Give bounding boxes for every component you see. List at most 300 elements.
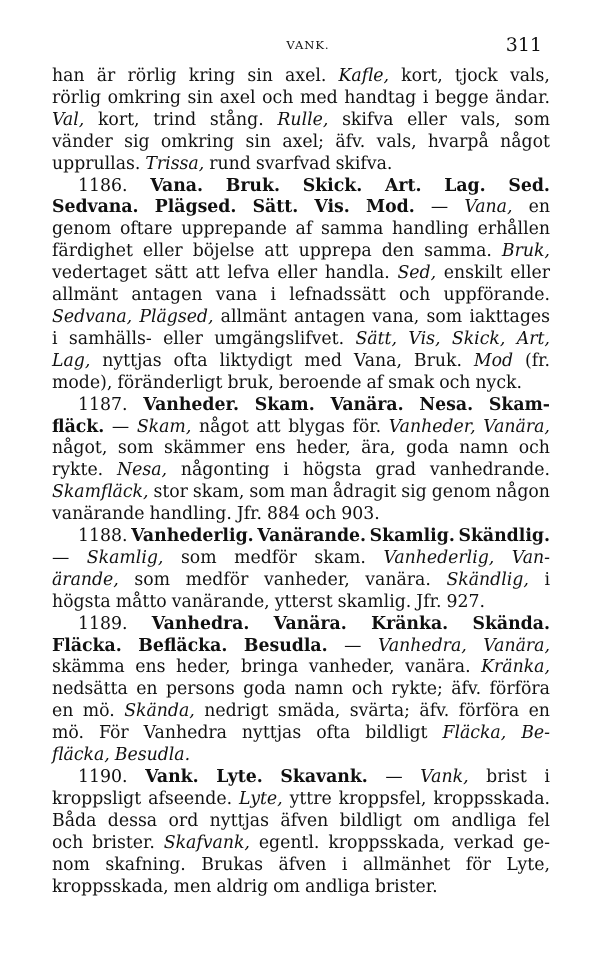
text-line: [52, 548, 550, 570]
word: uppförande.: [443, 285, 550, 306]
text-line: [52, 373, 550, 395]
entry-heading-line: [52, 395, 550, 417]
word: omkring: [107, 87, 181, 108]
word: stor: [153, 482, 188, 503]
word: vänder: [52, 131, 113, 152]
bold-word: Bruk.: [225, 175, 280, 196]
bold-word: Vanheder.: [143, 394, 240, 415]
italic-word: Lyte,: [239, 788, 283, 809]
word: verkad: [453, 832, 514, 853]
word: skifva.: [335, 153, 393, 174]
word: sin: [247, 66, 273, 86]
bold-word: Skända.: [472, 613, 550, 634]
word: goda: [243, 679, 286, 700]
word: ord: [168, 810, 199, 831]
bold-word: Lag.: [444, 175, 486, 196]
word: vanhedrande.: [429, 460, 550, 481]
bold-word: Plägsed.: [154, 197, 237, 218]
word: nyttjas: [209, 810, 269, 831]
italic-word: Skamlig,: [86, 547, 164, 568]
word: äfv.: [419, 701, 450, 722]
bold-word: Vanhedra.: [151, 613, 250, 634]
word: smak: [388, 372, 435, 393]
word: en: [136, 679, 158, 700]
word: kring: [188, 66, 236, 86]
word: 927.: [446, 591, 485, 612]
italic-word: Kafle,: [338, 66, 389, 86]
entry-heading-line: [52, 614, 550, 636]
word: högsta: [302, 460, 362, 481]
word: lefva: [227, 263, 270, 284]
word: i: [52, 328, 58, 349]
word: rykte.: [52, 460, 104, 481]
word: vana: [215, 285, 258, 306]
word: samma.: [424, 241, 492, 262]
bold-word: Fläcka.: [52, 635, 122, 656]
italic-word: Lag,: [52, 350, 91, 371]
word: andliga: [304, 876, 370, 897]
word: kroppsligt: [52, 788, 142, 809]
italic-word: Rulle,: [277, 109, 329, 130]
text-line: [52, 219, 550, 241]
word: allmänt: [52, 285, 119, 306]
word: mode),: [52, 372, 113, 393]
word: grad: [375, 460, 417, 481]
word: upprepa: [298, 241, 372, 262]
word: sig: [124, 131, 150, 152]
text-line: [52, 241, 550, 263]
word: sätt: [154, 263, 188, 284]
word: allmänhet: [362, 854, 451, 875]
word: vals,: [460, 109, 501, 130]
italic-word: Art,: [516, 328, 550, 349]
word: bruk,: [227, 372, 274, 393]
text-line: [52, 811, 550, 833]
bold-word: Lyte.: [216, 767, 263, 787]
word: —: [344, 635, 362, 656]
word: med: [299, 87, 338, 108]
word: nedsätta: [52, 679, 128, 700]
word: vedertaget: [52, 263, 148, 284]
word: en: [52, 701, 74, 722]
text-line: [52, 745, 550, 767]
bold-word: Besudla.: [243, 635, 328, 656]
word: men: [173, 876, 212, 897]
word: Brukas: [201, 854, 264, 875]
word: ens: [135, 657, 166, 678]
word: nyttjas: [241, 723, 302, 744]
word: mö.: [82, 701, 115, 722]
word: i: [544, 569, 550, 590]
word: att: [256, 416, 281, 437]
word: samma: [321, 219, 384, 240]
word: Bruk.: [413, 350, 462, 371]
word: är: [96, 66, 116, 86]
word: en: [528, 197, 550, 218]
bold-word: Mod.: [365, 197, 415, 218]
bold-word: Sätt.: [252, 197, 299, 218]
word: persons: [165, 679, 235, 700]
text-line: [52, 679, 550, 701]
text-line: [52, 504, 550, 526]
word: kroppsskada.: [433, 788, 550, 809]
word: liktydigt: [219, 350, 293, 371]
word: vals,: [509, 66, 550, 86]
word: eller: [510, 263, 550, 284]
word: skamlig.: [337, 591, 412, 612]
word: om: [273, 876, 300, 897]
bold-word: Vank.: [145, 767, 199, 787]
word: Jfr.: [236, 504, 263, 525]
word: som: [514, 109, 550, 130]
word: att: [264, 241, 289, 262]
word: i: [283, 460, 289, 481]
word: för.: [352, 416, 382, 437]
bold-word: Skavank.: [280, 767, 368, 787]
word: någon: [495, 482, 550, 503]
word: lefnadssätt: [289, 285, 386, 306]
word: egentl.: [258, 832, 320, 853]
word: någonting: [180, 460, 270, 481]
word: nedrigt: [204, 701, 269, 722]
word: för: [465, 854, 491, 875]
italic-word: Sed,: [397, 263, 437, 284]
italic-word: Besudla.: [114, 745, 191, 766]
word: man: [290, 482, 328, 503]
word: axel: [219, 87, 256, 108]
text-line: [52, 417, 550, 439]
word: umgängslifvet.: [214, 328, 345, 349]
word: Båda: [52, 810, 97, 831]
text-line: [52, 877, 550, 899]
word: afseende.: [148, 788, 233, 809]
word: svärta;: [349, 701, 410, 722]
word: handtag: [344, 87, 417, 108]
word: tjock: [454, 66, 498, 86]
word: eller: [163, 328, 203, 349]
italic-word: Vana,: [464, 197, 513, 218]
italic-word: Be-: [521, 723, 550, 744]
word: 1190.: [78, 767, 128, 787]
word: brist: [486, 767, 527, 787]
word: allmänt: [220, 306, 287, 327]
bold-word: Skamlig.: [369, 526, 455, 547]
word: heder,: [296, 438, 351, 459]
word: kroppsskada,: [328, 832, 445, 853]
word: föränderligt: [117, 372, 223, 393]
word: äfv.: [451, 679, 482, 700]
bold-word: Skam.: [254, 394, 315, 415]
bold-word: Vana.: [150, 175, 203, 196]
word: yttre: [289, 788, 332, 809]
bold-word: Vis.: [314, 197, 350, 218]
bold-word: Kränka.: [371, 613, 449, 634]
word: goda: [405, 438, 449, 459]
word: ändar.: [495, 87, 550, 108]
text-line: [52, 197, 550, 219]
word: ens: [255, 438, 286, 459]
text-line: [52, 110, 550, 132]
word: upprepande: [181, 219, 287, 240]
word: sin: [245, 131, 272, 152]
word: som: [249, 482, 286, 503]
word: brister.: [374, 876, 438, 897]
word: och: [305, 504, 337, 525]
word: För: [98, 723, 129, 744]
text-line: [52, 438, 550, 460]
word: Vana,: [353, 350, 402, 371]
word: ofta: [316, 723, 351, 744]
word: förföra: [489, 679, 550, 700]
bold-word: Skändlig.: [458, 526, 550, 547]
italic-word: Skick,: [451, 328, 506, 349]
word: kroppsskada,: [52, 876, 169, 897]
word: brister.: [92, 832, 155, 853]
word: den: [381, 241, 415, 262]
word: och: [52, 832, 84, 853]
italic-word: Kränka,: [481, 657, 550, 678]
word: nyck.: [475, 372, 522, 393]
word: skafning.: [105, 854, 186, 875]
italic-word: Sedvana,: [52, 306, 133, 327]
italic-word: fläcka,: [52, 745, 110, 766]
bold-word: Skick.: [302, 175, 363, 196]
word: och: [439, 372, 471, 393]
word: något: [500, 131, 550, 152]
text-line: [52, 307, 550, 329]
word: rykte;: [391, 679, 443, 700]
bold-word: Vanära.: [273, 613, 347, 634]
italic-word: Vanhedra,: [377, 635, 467, 656]
word: heder,: [175, 657, 231, 678]
word: vanära.: [405, 657, 471, 678]
word: som: [180, 547, 217, 568]
word: ofta: [173, 350, 208, 371]
word: i: [422, 87, 429, 108]
word: rund: [209, 153, 251, 174]
text-line: [52, 329, 550, 351]
word: och: [399, 285, 431, 306]
italic-word: Fläcka,: [442, 723, 507, 744]
italic-word: Trissa,: [145, 153, 205, 174]
word: nyttjas: [102, 350, 162, 371]
word: äfv.: [335, 131, 366, 152]
word: vana,: [372, 306, 420, 327]
word: handling.: [149, 504, 232, 525]
word: rörlig: [127, 66, 177, 86]
word: bringa: [240, 657, 299, 678]
word: —: [430, 197, 449, 218]
bold-word: Art.: [384, 175, 422, 196]
word: 1188.: [78, 526, 128, 547]
text-line: [52, 154, 550, 176]
italic-word: Van-: [511, 547, 550, 568]
word: samhälls-: [68, 328, 152, 349]
word: eller: [142, 241, 183, 262]
word: nom: [52, 854, 90, 875]
word: äfven: [278, 854, 327, 875]
italic-word: Vanhederlig,: [383, 547, 495, 568]
italic-word: Val,: [52, 109, 85, 130]
text-line: [52, 657, 550, 679]
entry-heading-line: [52, 176, 550, 198]
italic-word: Sätt,: [355, 328, 397, 349]
word: att: [195, 263, 220, 284]
word: af: [366, 372, 384, 393]
word: handla.: [324, 263, 390, 284]
word: högsta: [52, 591, 111, 612]
italic-word: Skändlig,: [446, 569, 529, 590]
word: aldrig: [216, 876, 269, 897]
word: Vanhedra: [143, 723, 227, 744]
word: omkring: [160, 131, 235, 152]
word: skämmer: [163, 438, 245, 459]
word: som: [426, 306, 463, 327]
word: hvarpå: [427, 131, 489, 152]
word: sig: [401, 482, 427, 503]
text-line: [52, 66, 550, 88]
italic-word: Vanära,: [483, 635, 550, 656]
italic-word: Vanheder,: [388, 416, 476, 437]
word: i: [270, 285, 276, 306]
word: 884: [267, 504, 301, 525]
text-line: [52, 701, 550, 723]
word: —: [52, 547, 70, 568]
word: medför: [234, 547, 297, 568]
bold-word: Vanära.: [330, 394, 404, 415]
italic-word: Skamfläck,: [52, 482, 149, 503]
text-line: [52, 636, 550, 658]
text-line: [52, 592, 550, 614]
word: kort,: [401, 66, 443, 86]
bold-word: Vanhederlig.: [131, 526, 254, 547]
word: 1186.: [78, 175, 128, 196]
bold-word: Nesa.: [419, 394, 474, 415]
word: skämma: [52, 657, 125, 678]
word: skam.: [314, 547, 366, 568]
word: en: [528, 701, 550, 722]
word: bildligt: [365, 723, 428, 744]
text-line: [52, 351, 550, 373]
italic-word: Skafvank,: [163, 832, 250, 853]
word: iakttages: [469, 306, 550, 327]
word: kroppsfel,: [338, 788, 427, 809]
italic-word: Bruk,: [501, 241, 550, 262]
word: upprullas.: [52, 153, 141, 174]
word: svarfvad: [255, 153, 331, 174]
italic-word: Mod: [473, 350, 514, 371]
word: begge: [435, 87, 489, 108]
text-line: [52, 460, 550, 482]
word: vanheder,: [263, 569, 350, 590]
bold-word: Skam-: [488, 394, 550, 415]
word: färdighet: [52, 241, 133, 262]
text-line: [52, 789, 550, 811]
word: (fr.: [524, 350, 550, 371]
italic-word: Plägsed,: [139, 306, 214, 327]
word: ge-: [522, 832, 550, 853]
word: äfven: [280, 810, 329, 831]
page-number: 311: [505, 34, 542, 56]
word: smäda,: [277, 701, 341, 722]
text-line: [52, 723, 550, 745]
entry-heading-line: [52, 526, 550, 548]
word: vanärande,: [171, 591, 270, 612]
word: stång.: [209, 109, 264, 130]
word: bildligt: [339, 810, 402, 831]
word: blygas: [288, 416, 345, 437]
word: namn: [459, 438, 509, 459]
italic-word: Skam,: [136, 416, 192, 437]
bold-word: Sed.: [508, 175, 550, 196]
word: dessa: [107, 810, 158, 831]
word: som: [134, 569, 171, 590]
word: vals,: [376, 131, 417, 152]
word: enskilt: [443, 263, 503, 284]
word: skifva: [342, 109, 394, 130]
text-line: [52, 570, 550, 592]
word: i: [544, 767, 550, 787]
italic-word: Vis,: [408, 328, 441, 349]
word: ytterst: [274, 591, 333, 612]
word: vanheder,: [308, 657, 395, 678]
bold-word: Sedvana.: [52, 197, 139, 218]
italic-word: Nesa,: [117, 460, 168, 481]
word: af: [295, 219, 313, 240]
text-line: [52, 132, 550, 154]
word: —: [385, 767, 403, 787]
text-line: [52, 285, 550, 307]
italic-word: Vank,: [420, 767, 469, 787]
word: namn: [294, 679, 344, 700]
text-line: [52, 833, 550, 855]
word: medför: [185, 569, 249, 590]
text-line: [52, 855, 550, 877]
word: skam,: [192, 482, 245, 503]
word: vanära.: [365, 569, 431, 590]
bold-word: Vanärande.: [257, 526, 367, 547]
italic-word: Skända,: [124, 701, 195, 722]
word: rörlig: [52, 87, 102, 108]
word: genom: [52, 219, 112, 240]
word: något: [198, 416, 249, 437]
word: Jfr.: [416, 591, 442, 612]
word: och: [351, 679, 383, 700]
word: handling: [392, 219, 469, 240]
word: och: [262, 87, 294, 108]
word: antagen: [131, 285, 203, 306]
word: eller: [407, 109, 447, 130]
body-text: [52, 66, 550, 898]
bold-word: Befläcka.: [138, 635, 228, 656]
text-line: [52, 263, 550, 285]
word: i: [341, 854, 348, 875]
word: axel.: [285, 66, 327, 86]
word: Lyte,: [506, 854, 550, 875]
word: antagen: [293, 306, 366, 327]
word: —: [111, 416, 130, 437]
word: med: [304, 350, 342, 371]
running-head: VANK.: [286, 38, 330, 52]
word: kort,: [97, 109, 140, 130]
word: genom: [431, 482, 491, 503]
text-line: [52, 482, 550, 504]
word: något,: [52, 438, 108, 459]
word: ådragit: [332, 482, 397, 503]
word: sin: [187, 87, 214, 108]
word: förföra: [458, 701, 520, 722]
word: andliga: [451, 810, 517, 831]
